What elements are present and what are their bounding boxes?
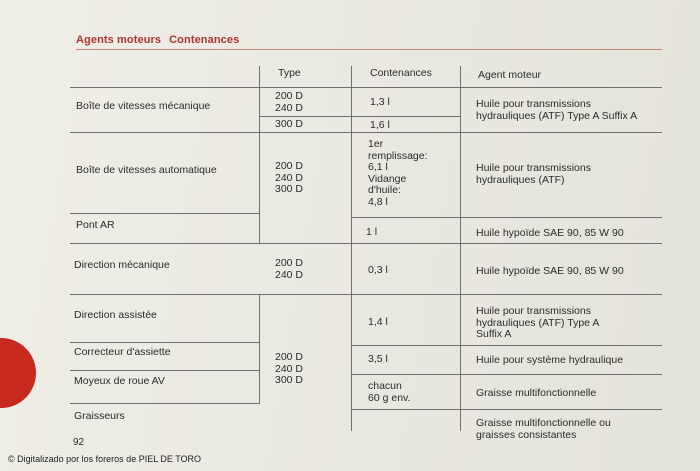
row-name-moyeux: Moyeux de roue AV	[74, 375, 165, 387]
type-direction-mecanique: 200 D 240 D	[275, 257, 304, 281]
header-rule	[76, 49, 662, 50]
row-name-graisseurs: Graisseurs	[74, 410, 125, 422]
page-number: 92	[73, 437, 85, 448]
agent-boite-mecanique: Huile pour transmissions hydrauliques (ATF) Type A Suffix A	[476, 98, 638, 122]
row-divider	[70, 87, 662, 88]
agent-correcteur: Huile pour système hydraulique	[476, 354, 624, 366]
capacity-direction-assistee: 1,4 l	[368, 316, 388, 328]
row-name-boite-automatique: Boîte de vitesses automatique	[76, 164, 217, 176]
row-name-direction-mecanique: Direction mécanique	[74, 259, 170, 271]
capacity-correcteur: 3,5 l	[368, 353, 388, 365]
capacity-pont-ar: 1 l	[366, 226, 378, 238]
column-divider	[460, 66, 461, 431]
capacity-boite-automatique: 1er remplissage: 6,1 l Vidange d'huile: 4,8 l	[368, 138, 428, 208]
capacity-boite-mecanique-a: 1,3 l	[370, 96, 390, 108]
column-divider	[351, 66, 352, 431]
subsection-title: Contenances	[169, 34, 240, 46]
row-divider	[70, 213, 260, 214]
row-divider	[70, 243, 662, 244]
agent-boite-automatique: Huile pour transmissions hydrauliques (ATF)	[476, 162, 591, 186]
column-header-type: Type	[278, 67, 301, 79]
capacity-boite-mecanique-b: 1,6 l	[370, 119, 390, 131]
agent-pont-ar: Huile hypoïde SAE 90, 85 W 90	[476, 227, 624, 239]
row-divider	[70, 370, 260, 371]
row-divider	[70, 132, 662, 133]
column-header-capacity: Contenances	[370, 67, 432, 79]
agent-moyeux: Graisse multifonctionnelle	[476, 387, 597, 399]
scan-credit: © Digitalizado por los foreros de PIEL DE TORO	[8, 454, 202, 464]
agent-direction-mecanique: Huile hypoïde SAE 90, 85 W 90	[476, 265, 624, 277]
row-name-boite-mecanique: Boîte de vitesses mécanique	[76, 100, 211, 112]
column-divider	[259, 294, 260, 404]
type-boite-mecanique-a: 200 D 240 D	[275, 90, 304, 114]
agent-graisseurs: Graisse multifonctionnelle ou graisses consistantes	[476, 417, 611, 441]
row-name-pont-ar: Pont AR	[76, 219, 115, 231]
row-divider	[70, 342, 260, 343]
capacity-moyeux: chacun 60 g env.	[368, 380, 411, 404]
row-divider	[352, 374, 662, 375]
row-divider	[70, 403, 260, 404]
section-header	[76, 34, 239, 46]
section-title: Agents moteurs	[76, 34, 162, 46]
row-name-direction-assistee: Direction assistée	[74, 309, 157, 321]
column-divider	[259, 66, 260, 244]
row-name-correcteur: Correcteur d'assiette	[74, 346, 171, 358]
row-divider	[352, 345, 662, 346]
type-lower-group: 200 D 240 D 300 D	[275, 351, 304, 386]
type-boite-mecanique-b: 300 D	[275, 118, 304, 130]
capacity-direction-mecanique: 0,3 l	[368, 264, 388, 276]
row-divider	[260, 116, 460, 117]
type-boite-automatique: 200 D 240 D 300 D	[275, 160, 304, 195]
row-divider	[352, 409, 662, 410]
column-header-agent: Agent moteur	[478, 69, 542, 81]
agent-direction-assistee: Huile pour transmissions hydrauliques (ATF) Type A Suffix A	[476, 305, 600, 340]
row-divider	[352, 217, 662, 218]
row-divider	[70, 294, 662, 295]
